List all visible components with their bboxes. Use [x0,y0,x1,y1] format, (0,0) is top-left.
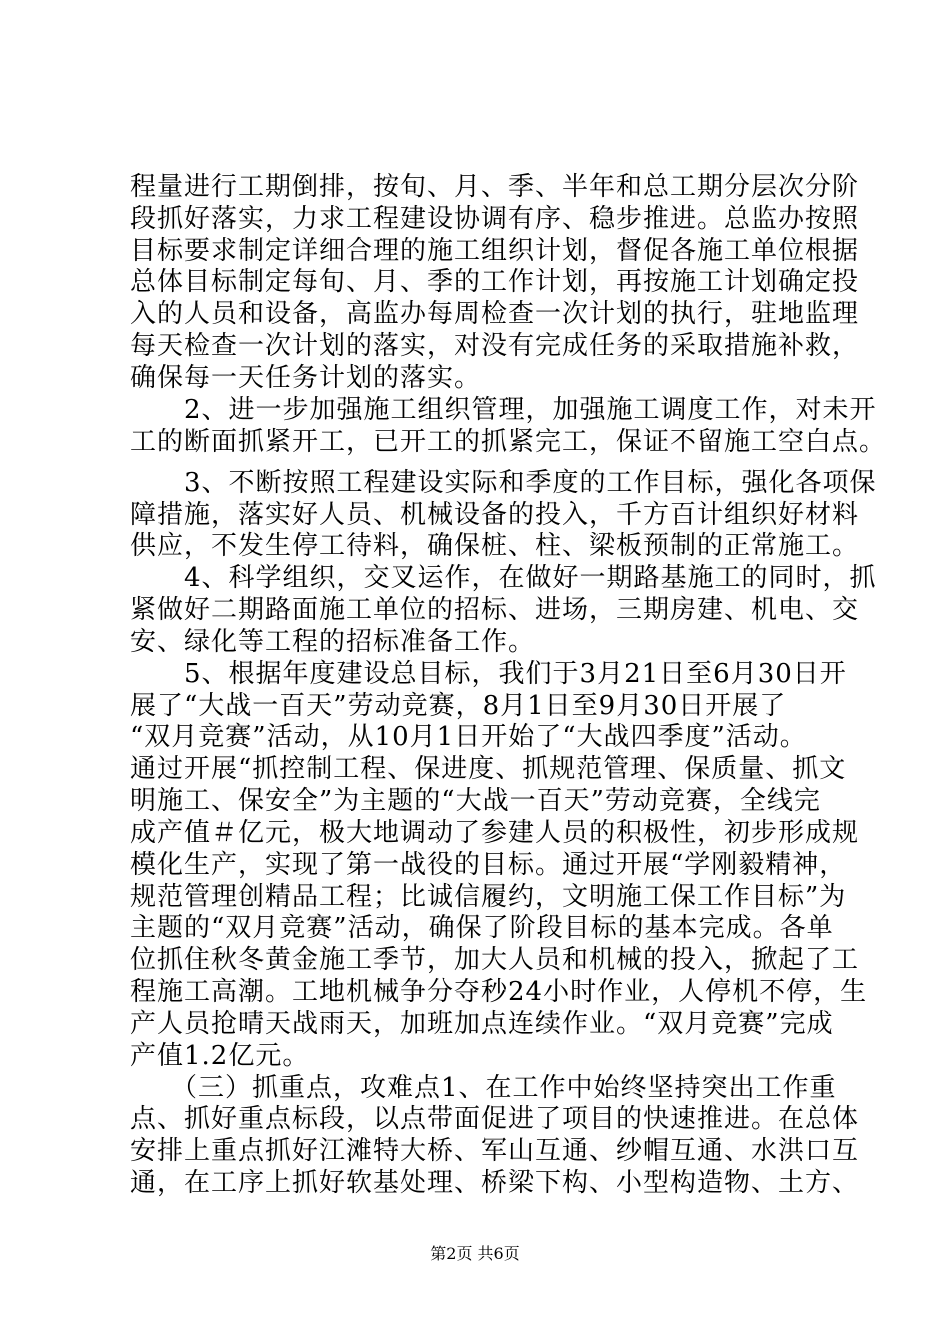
text-line: 工的断面抓紧开工，已开工的抓紧完工，保证不留施工空白点。 [130,427,887,457]
text-line: 展了“大战一百天”劳动竞赛，8月1日至9月30日开展了 [130,691,787,721]
text-line: 总体目标制定每旬、月、季的工作计划，再按施工计划确定投 [130,267,860,297]
text-line: 通过开展“抓控制工程、保进度、抓规范管理、保质量、抓文 [130,754,847,784]
text-line: 安排上重点抓好江滩特大桥、军山互通、纱帽互通、水洪口互 [130,1136,860,1166]
text-line: 障措施，落实好人员、机械设备的投入，千方百计组织好材料 [130,500,860,530]
text-line: 确保每一天任务计划的落实。 [130,363,482,393]
text-line: “双月竞赛”活动，从10月1日开始了“大战四季度”活动。 [130,722,807,752]
text-line: 3、不断按照工程建设实际和季度的工作目标，强化各项保 [130,468,877,498]
text-line: 安、绿化等工程的招标准备工作。 [130,627,536,657]
text-line: 供应，不发生停工待料，确保桩、柱、梁板预制的正常施工。 [130,531,860,561]
text-line: 程施工高潮。工地机械争分夺秒24小时作业，人停机不停，生 [130,977,868,1007]
text-line: 紧做好二期路面施工单位的招标、进场，三期房建、机电、交 [130,595,860,625]
text-line: 产人员抢晴天战雨天，加班加点连续作业。“双月竞赛”完成 [130,1009,834,1039]
text-line: 模化生产，实现了第一战役的目标。通过开展“学刚毅精神， [130,850,847,880]
text-line: （三）抓重点，攻难点1、在工作中始终坚持突出工作重 [130,1073,837,1103]
text-line: 程量进行工期倒排，按旬、月、季、半年和总工期分层次分阶 [130,172,860,202]
text-line: 入的人员和设备，高监办每周检查一次计划的执行，驻地监理 [130,299,860,329]
text-line: 规范管理创精品工程；比诚信履约，文明施工保工作目标”为 [130,882,847,912]
text-line: 主题的“双月竞赛”活动，确保了阶段目标的基本完成。各单 [130,913,834,943]
text-line: 4、科学组织，交叉运作，在做好一期路基施工的同时，抓 [130,563,877,593]
text-line: 5、根据年度建设总目标，我们于3月21日至6月30日开 [130,659,847,689]
text-line: 产值1.2亿元。 [130,1041,310,1071]
text-line: 段抓好落实，力求工程建设协调有序、稳步推进。总监办按照 [130,204,860,234]
text-line: 点、抓好重点标段，以点带面促进了项目的快速推进。在总体 [130,1104,860,1134]
text-line: 明施工、保安全”为主题的“大战一百天”劳动竞赛，全线完 [130,786,821,816]
text-line: 目标要求制定详细合理的施工组织计划，督促各施工单位根据 [130,236,860,266]
text-line: 位抓住秋冬黄金施工季节，加大人员和机械的投入，掀起了工 [130,945,860,975]
text-line: 成产值＃亿元，极大地调动了参建人员的积极性，初步形成规 [130,818,860,848]
text-line: 每天检查一次计划的落实，对没有完成任务的采取措施补救， [130,331,860,361]
page-footer: 第2页 共6页 [430,1244,520,1263]
text-line: 2、进一步加强施工组织管理，加强施工调度工作，对未开 [130,395,877,425]
text-line-last: 通，在工序上抓好软基处理、桥梁下构、小型构造物、土方、 [130,1168,860,1198]
